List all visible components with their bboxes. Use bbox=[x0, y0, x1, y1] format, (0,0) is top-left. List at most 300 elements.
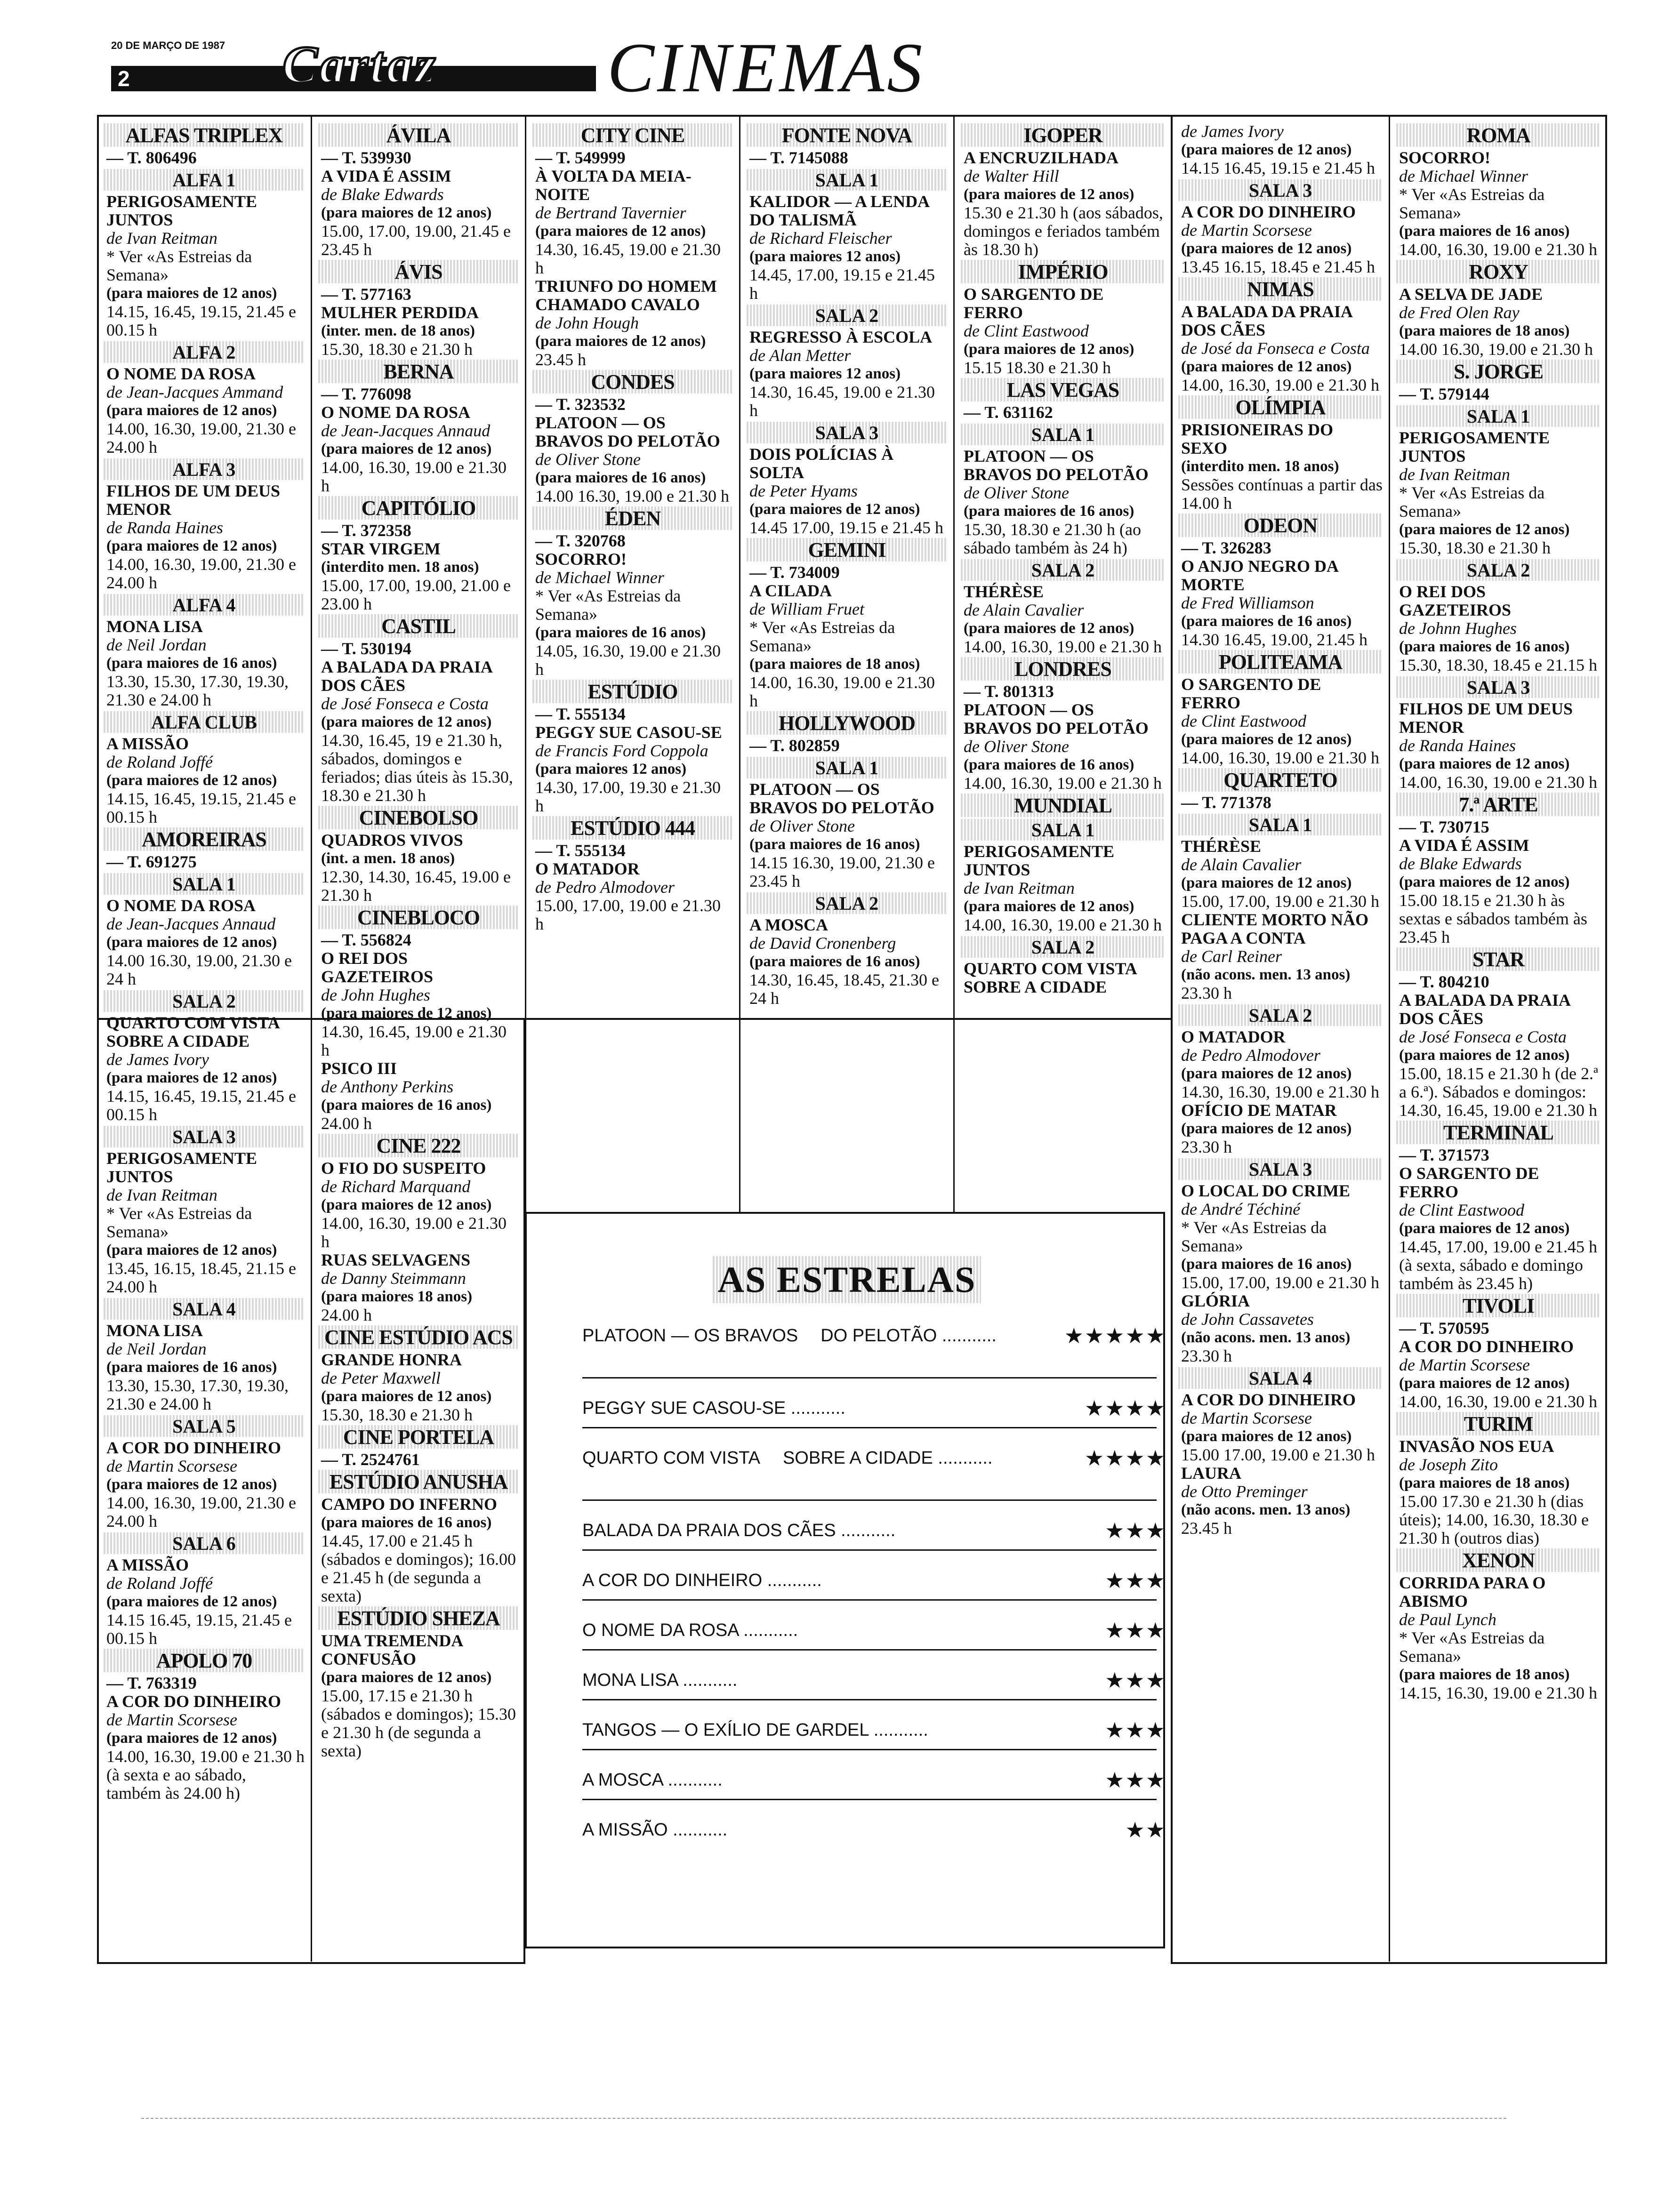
cinema-phone: — T. 539930 bbox=[321, 148, 411, 167]
showtimes: 14.45, 17.00, 19.00 e 21.45 h (à sexta, sábado e domingo também às 23.45 h) bbox=[1399, 1237, 1597, 1293]
showtimes: 24.00 h bbox=[321, 1114, 372, 1133]
film-title: A MISSÃO bbox=[106, 734, 189, 753]
film-title: O SARGENTO DE FERRO bbox=[964, 285, 1104, 322]
screen-name: SALA 4 bbox=[1178, 1367, 1383, 1389]
page-number: 2 bbox=[111, 66, 281, 91]
film-rating: (para maiores de 12 anos) bbox=[1399, 755, 1570, 772]
film-director: de Ivan Reitman bbox=[1399, 465, 1510, 484]
cinema-phone: — T. 631162 bbox=[964, 403, 1053, 422]
cinema-name: TIVOLI bbox=[1396, 1294, 1601, 1317]
film-title: PERIGOSAMENTE JUNTOS bbox=[1399, 428, 1550, 465]
film-director: de Clint Eastwood bbox=[1181, 712, 1307, 730]
leader-dots: ........... bbox=[869, 1720, 928, 1740]
cinema-name: ESTÚDIO bbox=[532, 680, 733, 703]
cinema-name: CINEBOLSO bbox=[318, 806, 519, 829]
film-director: de Joseph Zito bbox=[1399, 1455, 1498, 1474]
showtimes: 14.00, 16.30, 19.00 e 21.30 h bbox=[321, 1214, 507, 1251]
film-director: de David Cronenberg bbox=[749, 934, 896, 953]
film-title: FILHOS DE UM DEUS MENOR bbox=[1399, 699, 1573, 737]
film-note: * Ver «As Estreias da Semana» bbox=[749, 618, 895, 655]
film-rating: (para maiores de 12 anos) bbox=[1181, 358, 1352, 375]
rating-stars: ★★★★★ bbox=[1064, 1323, 1166, 1348]
screen-name: SALA 3 bbox=[747, 422, 947, 443]
showtimes: 14.00, 16.30, 19.00 e 21.30 h bbox=[964, 915, 1162, 934]
cinema-name: CAPITÓLIO bbox=[318, 496, 519, 520]
cinema-name: NIMAS bbox=[1178, 277, 1383, 301]
screen-name: SALA 2 bbox=[1178, 1004, 1383, 1026]
cinema-phone: — T. 372358 bbox=[321, 521, 411, 540]
cinema-phone: — T. 371573 bbox=[1399, 1146, 1489, 1164]
cinema-phone: — T. 555134 bbox=[535, 705, 626, 723]
film-rating: (interdito men. 18 anos) bbox=[1181, 458, 1339, 475]
cinema-name: ÁVILA bbox=[318, 123, 519, 147]
cinema-phone: — T. 2524761 bbox=[321, 1450, 420, 1469]
film-director: de James Ivory bbox=[106, 1050, 209, 1069]
screen-name: SALA 2 bbox=[961, 559, 1165, 581]
showtimes: 15.15 18.30 e 21.30 h bbox=[964, 358, 1111, 377]
showtimes: 15.00, 17.15 e 21.30 h (sábados e domingos); 15.30 e 21.30 h (de segunda a sexta) bbox=[321, 1686, 516, 1760]
film-note: * Ver «As Estreias da Semana» bbox=[106, 247, 252, 284]
film-director: de Blake Edwards bbox=[1399, 854, 1522, 873]
film-director: de Ivan Reitman bbox=[106, 1186, 217, 1204]
showtimes: 15.00, 17.00, 19.00, 21.00 e 23.00 h bbox=[321, 576, 511, 613]
showtimes: 12.30, 14.30, 16.45, 19.00 e 21.30 h bbox=[321, 867, 511, 905]
showtimes: 14.30, 16.45, 19.00 e 21.30 h bbox=[535, 240, 721, 277]
film-director: de Francis Ford Coppola bbox=[535, 741, 708, 760]
screen-name: SALA 1 bbox=[961, 424, 1165, 445]
cinema-name: ÉDEN bbox=[532, 506, 733, 530]
rating-stars: ★★★ bbox=[1105, 1618, 1166, 1643]
film-rating: (para maiores de 12 anos) bbox=[535, 223, 706, 240]
ratings-title: AS ESTRELAS bbox=[713, 1256, 981, 1303]
cinema-name: ALFAS TRIPLEX bbox=[104, 123, 305, 147]
cinema-name: AMOREIRAS bbox=[104, 827, 305, 851]
cinema-name: CINEBLOCO bbox=[318, 906, 519, 929]
rating-film-title: A MISSÃO ........... bbox=[582, 1820, 728, 1840]
showtimes: 23.30 h bbox=[1181, 984, 1232, 1002]
film-director: de Oliver Stone bbox=[535, 450, 641, 469]
screen-name: ALFA 2 bbox=[104, 341, 305, 363]
screen-name: SALA 2 bbox=[747, 892, 947, 914]
film-director: de Paul Lynch bbox=[1399, 1610, 1496, 1629]
rating-row bbox=[582, 1669, 1166, 1691]
film-rating: (para maiores de 16 anos) bbox=[964, 756, 1134, 773]
leader-dots: ........... bbox=[933, 1448, 993, 1468]
screen-name: SALA 2 bbox=[747, 305, 947, 326]
showtimes: 14.00, 16.30, 19.00 e 21.30 h bbox=[1399, 240, 1597, 259]
film-rating: (para maiores de 12 anos) bbox=[1181, 141, 1352, 158]
showtimes: 14.00, 16.30, 19.00 e 21.30 h bbox=[1399, 1392, 1597, 1411]
rating-row bbox=[582, 1324, 1166, 1347]
showtimes: 15.00 17.00, 19.00 e 21.30 h bbox=[1181, 1445, 1375, 1464]
cinema-name: CITY CINE bbox=[532, 123, 733, 147]
showtimes: 14.15, 16.45, 19.15, 21.45 e 00.15 h bbox=[106, 302, 296, 339]
cinema-name: IMPÉRIO bbox=[961, 260, 1165, 283]
screen-name: SALA 3 bbox=[1178, 1158, 1383, 1180]
column-1 bbox=[97, 119, 311, 1964]
film-director: de William Fruet bbox=[749, 600, 864, 618]
film-title: PSICO III bbox=[321, 1059, 397, 1078]
film-title: THÉRÈSE bbox=[964, 582, 1044, 601]
film-title: CORRIDA PARA O ABISMO bbox=[1399, 1573, 1546, 1611]
film-director: de Neil Jordan bbox=[106, 1339, 207, 1358]
cinema-name: STAR bbox=[1396, 947, 1601, 971]
column-7 bbox=[1390, 119, 1607, 1964]
rating-stars: ★★★ bbox=[1105, 1768, 1166, 1792]
film-rating: (para maiores de 12 anos) bbox=[1399, 874, 1570, 890]
film-rating: (para maiores de 16 anos) bbox=[749, 953, 920, 970]
film-title: A COR DO DINHEIRO bbox=[1181, 202, 1356, 221]
cinema-name: CONDES bbox=[532, 370, 733, 393]
showtimes: 14.00, 16.30, 19.00 e 21.30 h bbox=[321, 458, 507, 495]
film-director: de Martin Scorsese bbox=[106, 1457, 237, 1475]
film-title: A MOSCA bbox=[749, 915, 828, 934]
showtimes: 15.00 17.30 e 21.30 h (dias úteis); 14.00, 16.30, 18.30 e 21.30 h (outros dias) bbox=[1399, 1492, 1589, 1547]
film-director: de Martin Scorsese bbox=[1399, 1355, 1530, 1374]
film-rating: (para maiores de 12 anos) bbox=[535, 333, 706, 350]
film-title: A COR DO DINHEIRO bbox=[1181, 1390, 1356, 1409]
leader-dots: ........... bbox=[663, 1770, 723, 1790]
film-title: O NOME DA ROSA bbox=[106, 896, 256, 915]
film-rating: (para maiores de 16 anos) bbox=[321, 1514, 492, 1531]
film-title: OFÍCIO DE MATAR bbox=[1181, 1101, 1337, 1120]
showtimes: 14.00, 16.30, 19.00 e 21.30 h bbox=[964, 774, 1162, 793]
cinema-phone: — T. 776098 bbox=[321, 385, 411, 403]
film-title: PLATOON — OS BRAVOS DO PELOTÃO bbox=[749, 780, 934, 817]
cinema-phone: — T. 804210 bbox=[1399, 972, 1489, 991]
film-title: O ANJO NEGRO DA MORTE bbox=[1181, 557, 1338, 594]
film-rating: (para maiores de 12 anos) bbox=[106, 1593, 277, 1610]
film-rating: (para maiores de 12 anos) bbox=[106, 285, 277, 302]
film-rating: (não acons. men. 13 anos) bbox=[1181, 1329, 1351, 1346]
cinema-name: ODEON bbox=[1178, 513, 1383, 537]
showtimes: 14.15, 16.45, 19.15, 21.45 e 00.15 h bbox=[106, 1087, 296, 1124]
film-director: de Jean-Jacques Annaud bbox=[321, 421, 491, 440]
rating-divider bbox=[582, 1699, 1157, 1700]
film-director: de Martin Scorsese bbox=[1181, 221, 1312, 240]
rating-film-title: A COR DO DINHEIRO ........... bbox=[582, 1571, 822, 1590]
footer-rule bbox=[141, 2118, 1506, 2119]
film-title: O NOME DA ROSA bbox=[321, 403, 471, 422]
rating-divider bbox=[582, 1599, 1157, 1601]
film-title: À VOLTA DA MEIA-NOITE bbox=[535, 167, 692, 204]
film-title: UMA TREMENDA CONFUSÃO bbox=[321, 1631, 463, 1668]
film-director: de John Cassavetes bbox=[1181, 1310, 1314, 1329]
column-5 bbox=[954, 119, 1172, 1210]
showtimes: 14.00 16.30, 19.00 e 21.30 h bbox=[535, 487, 729, 505]
cinema-phone: — T. 323532 bbox=[535, 395, 626, 414]
cinema-name: CINE 222 bbox=[318, 1134, 519, 1157]
screen-name: SALA 1 bbox=[1396, 405, 1601, 427]
film-title: QUARTO COM VISTA SOBRE A CIDADE bbox=[964, 959, 1136, 996]
showtimes: 14.30, 16.45, 18.45, 21.30 e 24 h bbox=[749, 970, 939, 1008]
film-rating: (para maiores de 12 anos) bbox=[321, 1196, 492, 1213]
film-rating: (para maiores de 12 anos) bbox=[1181, 1120, 1352, 1137]
showtimes: 14.45, 17.00 e 21.45 h (sábados e domingos); 16.00 e 21.45 h (de segunda a sexta) bbox=[321, 1531, 516, 1605]
film-director: de Ivan Reitman bbox=[964, 879, 1075, 898]
film-rating: (para maiores de 18 anos) bbox=[1399, 1666, 1570, 1683]
film-rating: (para maiores de 12 anos) bbox=[1399, 1375, 1570, 1392]
film-rating: (para maiores de 16 anos) bbox=[749, 836, 920, 853]
column-2 bbox=[312, 119, 525, 1964]
film-title: GLÓRIA bbox=[1181, 1291, 1250, 1310]
film-director: de Oliver Stone bbox=[964, 483, 1069, 502]
film-rating: (para maiores de 12 anos) bbox=[106, 1730, 277, 1747]
section-logo: Cartaz bbox=[282, 36, 437, 94]
film-title: MULHER PERDIDA bbox=[321, 303, 479, 322]
rating-divider bbox=[582, 1377, 1157, 1378]
showtimes: 14.15 16.30, 19.00, 21.30 e 23.45 h bbox=[749, 853, 935, 890]
showtimes: 14.15, 16.30, 19.00 e 21.30 h bbox=[1399, 1683, 1597, 1702]
cinema-name: TERMINAL bbox=[1396, 1121, 1601, 1144]
film-rating: (int. a men. 18 anos) bbox=[321, 850, 455, 867]
film-director: de Alan Metter bbox=[749, 346, 851, 365]
rating-film-title: MONA LISA ........... bbox=[582, 1670, 738, 1690]
film-rating: (para maiores de 18 anos) bbox=[749, 656, 920, 673]
film-rating: (para maiores de 12 anos) bbox=[106, 402, 277, 419]
film-rating: (para maiores de 16 anos) bbox=[535, 624, 706, 641]
film-director: de John Hughes bbox=[321, 986, 430, 1004]
film-rating: (para maiores de 12 anos) bbox=[106, 934, 277, 951]
cinema-phone: — T. 730715 bbox=[1399, 817, 1489, 836]
film-rating: (para maiores de 12 anos) bbox=[1399, 1220, 1570, 1237]
screen-name: SALA 2 bbox=[104, 990, 305, 1012]
film-rating: (para maiores de 12 anos) bbox=[1181, 731, 1352, 748]
film-rating: (para maiores de 16 anos) bbox=[964, 503, 1134, 520]
film-director: de Danny Steimmann bbox=[321, 1269, 466, 1288]
film-note: * Ver «As Estreias da Semana» bbox=[1399, 483, 1545, 521]
showtimes: 14.45 17.00, 19.15 e 21.45 h bbox=[749, 518, 943, 537]
showtimes: 14.00, 16.30, 19.00 e 21.30 h bbox=[1181, 748, 1379, 767]
film-title: A CILADA bbox=[749, 581, 832, 600]
cinema-name: IGOPER bbox=[961, 123, 1165, 147]
cinema-name: ROMA bbox=[1396, 123, 1601, 147]
showtimes: 15.00, 17.00, 19.00 e 21.30 h bbox=[535, 896, 721, 933]
film-note: * Ver «As Estreias da Semana» bbox=[1399, 185, 1545, 222]
screen-name: SALA 5 bbox=[104, 1415, 305, 1437]
cinema-phone: — T. 530194 bbox=[321, 639, 411, 658]
rating-film-title: PEGGY SUE CASOU-SE ........... bbox=[582, 1398, 845, 1418]
showtimes: 13.30, 15.30, 17.30, 19.30, 21.30 e 24.00 h bbox=[106, 1376, 289, 1413]
showtimes: 15.30, 18.30 e 21.30 h bbox=[321, 1405, 473, 1424]
film-director: de Martin Scorsese bbox=[106, 1710, 237, 1729]
leader-dots: ........... bbox=[937, 1326, 997, 1346]
cinema-phone: — T. 802859 bbox=[749, 736, 840, 755]
film-title: A BALADA DA PRAIA DOS CÃES bbox=[1399, 991, 1570, 1028]
rating-row bbox=[582, 1447, 1166, 1469]
showtimes: 15.00, 18.15 e 21.30 h (de 2.ª a 6.ª). Sábados e domingos: 14.30, 16.45, 19.00 e 21.30 h bbox=[1399, 1064, 1598, 1120]
cinema-phone: — T. 555134 bbox=[535, 841, 626, 860]
film-director: de John Hough bbox=[535, 313, 639, 332]
cinema-name: OLÍMPIA bbox=[1178, 395, 1383, 419]
showtimes: 14.00, 16.30, 19.00 e 21.30 h bbox=[749, 673, 935, 710]
film-rating: (para maiores 12 anos) bbox=[535, 761, 687, 777]
cinema-phone: — T. 691275 bbox=[106, 852, 197, 871]
screen-name: SALA 3 bbox=[1178, 179, 1383, 201]
rating-film-title: QUARTO COM VISTA bbox=[582, 1448, 760, 1468]
film-director: de Pedro Almodover bbox=[1181, 1046, 1320, 1065]
cinema-name: MUNDIAL bbox=[961, 793, 1165, 817]
film-director: de Peter Maxwell bbox=[321, 1369, 441, 1387]
showtimes: 14.45, 17.00, 19.15 e 21.45 h bbox=[749, 265, 935, 303]
rating-stars: ★★★★ bbox=[1085, 1396, 1166, 1420]
cinema-name: GEMINI bbox=[747, 538, 947, 561]
film-rating: (para maiores de 16 anos) bbox=[1399, 638, 1570, 655]
showtimes: 24.00 h bbox=[321, 1306, 372, 1324]
rating-row bbox=[582, 1569, 1166, 1592]
film-title: LAURA bbox=[1181, 1464, 1242, 1483]
film-director: de Otto Preminger bbox=[1181, 1482, 1308, 1501]
film-title: DOIS POLÍCIAS À SOLTA bbox=[749, 445, 894, 482]
film-title: QUARTO COM VISTA SOBRE A CIDADE bbox=[106, 1013, 279, 1050]
showtimes: 13.45, 16.15, 18.45, 21.15 e 24.00 h bbox=[106, 1259, 296, 1296]
rating-film-title: BALADA DA PRAIA DOS CÃES ........... bbox=[582, 1521, 896, 1540]
film-director: de Pedro Almodover bbox=[535, 878, 675, 897]
page-title: CINEMAS bbox=[607, 29, 925, 107]
film-rating: (para maiores de 16 anos) bbox=[1399, 223, 1570, 240]
film-rating: (para maiores de 12 anos) bbox=[1399, 521, 1570, 538]
showtimes: 23.45 h bbox=[1181, 1519, 1232, 1538]
film-director: de André Téchiné bbox=[1181, 1200, 1301, 1218]
film-title: A COR DO DINHEIRO bbox=[1399, 1337, 1574, 1356]
leader-dots: ........... bbox=[786, 1398, 845, 1418]
film-title: GRANDE HONRA bbox=[321, 1350, 462, 1369]
showtimes: 14.00, 16.30, 19.00, 21.30 e 24.00 h bbox=[106, 419, 296, 457]
cinema-name: ROXY bbox=[1396, 260, 1601, 283]
film-director: de Johnn Hughes bbox=[1399, 619, 1517, 638]
film-director: de Richard Fleischer bbox=[749, 229, 892, 248]
film-rating: (para maiores de 12 anos) bbox=[106, 1242, 277, 1258]
cinema-name: S. JORGE bbox=[1396, 360, 1601, 383]
film-director: de Fred Williamson bbox=[1181, 593, 1314, 612]
film-director: de José Fonseca e Costa bbox=[1399, 1027, 1567, 1046]
film-rating: (para maiores de 12 anos) bbox=[321, 1388, 492, 1405]
cinema-name: XENON bbox=[1396, 1548, 1601, 1572]
screen-name: SALA 1 bbox=[747, 169, 947, 191]
film-title: O SARGENTO DE FERRO bbox=[1181, 675, 1321, 712]
film-rating: (para maiores de 12 anos) bbox=[1181, 1428, 1352, 1445]
film-title: PERIGOSAMENTE JUNTOS bbox=[964, 842, 1115, 879]
screen-name: SALA 1 bbox=[747, 757, 947, 778]
film-title: THÉRÈSE bbox=[1181, 837, 1262, 856]
film-rating: (para maiores 18 anos) bbox=[321, 1288, 473, 1305]
showtimes: 14.30, 16.30, 19.00 e 21.30 h bbox=[1181, 1082, 1379, 1101]
showtimes: 15.00 18.15 e 21.30 h às sextas e sábados também às 23.45 h bbox=[1399, 891, 1587, 946]
film-director: de Neil Jordan bbox=[106, 635, 207, 654]
film-rating: (para maiores de 18 anos) bbox=[1399, 322, 1570, 339]
cinema-name: LAS VEGAS bbox=[961, 378, 1165, 401]
cinema-name: ÁVIS bbox=[318, 260, 519, 283]
film-title: O NOME DA ROSA bbox=[106, 364, 256, 383]
film-note: * Ver «As Estreias da Semana» bbox=[1399, 1628, 1545, 1666]
cinema-name: QUARTETO bbox=[1178, 768, 1383, 792]
showtimes: 14.00, 16.30, 19.00 e 21.30 h (à sexta e ao sábado, também às 24.00 h) bbox=[106, 1747, 305, 1803]
film-title: A ENCRUZILHADA bbox=[964, 148, 1119, 167]
film-note: * Ver «As Estreias da Semana» bbox=[1181, 1218, 1327, 1255]
cinema-phone: — T. 801313 bbox=[964, 682, 1054, 701]
film-director: de Randa Haines bbox=[106, 518, 223, 537]
cinema-name: BERNA bbox=[318, 360, 519, 383]
film-title: TRIUNFO DO HOMEM CHAMADO CAVALO bbox=[535, 277, 717, 314]
cinema-name: LONDRES bbox=[961, 657, 1165, 681]
film-director: de Michael Winner bbox=[535, 568, 664, 587]
film-title: STAR VIRGEM bbox=[321, 539, 441, 558]
rating-stars: ★★ bbox=[1125, 1818, 1166, 1842]
film-rating: (para maiores de 12 anos) bbox=[964, 341, 1134, 358]
film-director: de Ivan Reitman bbox=[106, 229, 217, 248]
film-director: de Walter Hill bbox=[964, 167, 1059, 185]
film-title: PLATOON — OS BRAVOS DO PELOTÃO bbox=[535, 413, 720, 450]
film-director: de Peter Hyams bbox=[749, 481, 858, 500]
rating-stars: ★★★★ bbox=[1085, 1446, 1166, 1470]
rating-stars: ★★★ bbox=[1105, 1518, 1166, 1543]
screen-name: ALFA 1 bbox=[104, 169, 305, 191]
film-rating: (para maiores de 12 anos) bbox=[1181, 240, 1352, 257]
film-director: de Roland Joffé bbox=[106, 753, 213, 771]
cinema-name: FONTE NOVA bbox=[747, 123, 947, 147]
film-title: A MISSÃO bbox=[106, 1555, 189, 1574]
screen-name: ALFA 3 bbox=[104, 458, 305, 480]
film-rating: (para maiores de 16 anos) bbox=[535, 469, 706, 486]
film-title: PERIGOSAMENTE JUNTOS bbox=[106, 1149, 257, 1186]
film-title: RUAS SELVAGENS bbox=[321, 1250, 471, 1269]
showtimes: 13.30, 15.30, 17.30, 19.30, 21.30 e 24.00 h bbox=[106, 672, 289, 709]
cinema-name: ESTÚDIO ANUSHA bbox=[318, 1470, 519, 1493]
film-director: de Alain Cavalier bbox=[1181, 855, 1302, 874]
film-rating: (para maiores 12 anos) bbox=[749, 365, 901, 382]
rating-row bbox=[582, 1719, 1166, 1741]
film-director: de Anthony Perkins bbox=[321, 1077, 454, 1096]
film-title: A VIDA É ASSIM bbox=[1399, 836, 1529, 855]
screen-name: SALA 1 bbox=[1178, 814, 1383, 835]
leader-dots: ........... bbox=[668, 1820, 728, 1840]
film-rating: (para maiores de 16 anos) bbox=[1181, 1256, 1352, 1273]
film-rating: (para maiores de 12 anos) bbox=[1181, 1065, 1352, 1082]
ratings-box bbox=[525, 1212, 1165, 1948]
rating-row bbox=[582, 1397, 1166, 1419]
screen-name: SALA 3 bbox=[1396, 676, 1601, 698]
showtimes: 14.00 16.30, 19.00 e 21.30 h bbox=[1399, 340, 1593, 359]
film-rating: (para maiores de 12 anos) bbox=[321, 1005, 492, 1022]
film-title: MONA LISA bbox=[106, 1321, 203, 1340]
film-title: A BALADA DA PRAIA DOS CÃES bbox=[321, 657, 492, 695]
film-rating: (para maiores de 12 anos) bbox=[749, 501, 920, 518]
film-note: * Ver «As Estreias da Semana» bbox=[535, 586, 681, 624]
film-title: FILHOS DE UM DEUS MENOR bbox=[106, 481, 281, 519]
showtimes: 13.45 16.15, 18.45 e 21.45 h bbox=[1181, 257, 1375, 276]
film-title: O MATADOR bbox=[535, 859, 640, 878]
film-title: PERIGOSAMENTE JUNTOS bbox=[106, 192, 257, 229]
screen-name: SALA 1 bbox=[961, 819, 1165, 841]
cinema-phone: — T. 763319 bbox=[106, 1674, 197, 1692]
showtimes: 14.30, 16.45, 19 e 21.30 h, sábados, domingos e feriados; dias úteis às 15.30, 18.30 e 21.30 h bbox=[321, 731, 513, 805]
showtimes: 14.15, 16.45, 19.15, 21.45 e 00.15 h bbox=[106, 789, 296, 826]
showtimes: 15.30, 18.30, 18.45 e 21.15 h bbox=[1399, 656, 1597, 674]
film-title: INVASÃO NOS EUA bbox=[1399, 1437, 1554, 1456]
showtimes: 14.30 16.45, 19.00, 21.45 h bbox=[1181, 630, 1367, 649]
showtimes: 14.00, 16.30, 19.00, 21.30 e 24.00 h bbox=[106, 1493, 296, 1531]
screen-name: SALA 6 bbox=[104, 1532, 305, 1554]
film-rating: (para maiores de 16 anos) bbox=[321, 1097, 492, 1114]
cinema-phone: — T. 577163 bbox=[321, 285, 411, 304]
film-title: A BALADA DA PRAIA DOS CÃES bbox=[1181, 302, 1352, 339]
rating-row bbox=[582, 1769, 1166, 1791]
film-director: de Alain Cavalier bbox=[964, 601, 1084, 619]
film-title: A COR DO DINHEIRO bbox=[106, 1438, 282, 1457]
film-rating: (para maiores de 12 anos) bbox=[964, 898, 1134, 915]
screen-name: SALA 1 bbox=[104, 873, 305, 895]
showtimes: 14.05, 16.30, 19.00 e 21.30 h bbox=[535, 641, 721, 679]
